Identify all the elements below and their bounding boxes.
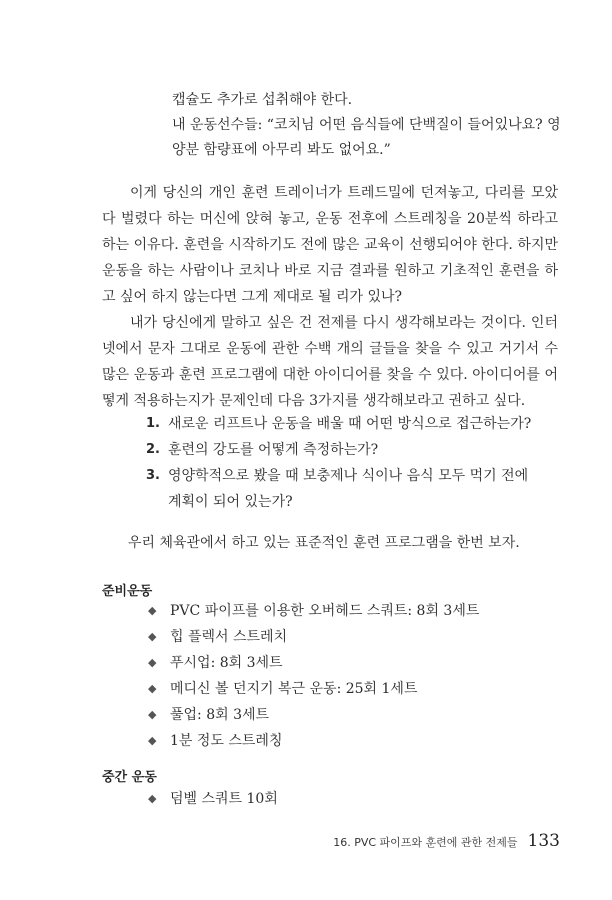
list-item-text: 풀업: 8회 3세트: [170, 707, 270, 723]
page-footer: [333, 831, 560, 851]
list-item-text: PVC 파이프를 이용한 오버헤드 스쿼트: 8회 3세트: [170, 603, 480, 619]
diamond-bullet-icon: ◆: [148, 604, 157, 617]
body-paragraphs: [102, 180, 558, 414]
diamond-bullet-icon: ◆: [148, 682, 157, 695]
diamond-bullet-icon: ◆: [148, 734, 157, 747]
list-item: [148, 702, 548, 728]
closing-sentence: 우리 체육관에서 하고 있는 표준적인 훈련 프로그램을 한번 보자.: [128, 535, 520, 551]
diamond-bullet-icon: ◆: [148, 792, 157, 805]
diamond-bullet-icon: ◆: [148, 656, 157, 669]
numbered-list: [146, 411, 536, 515]
list-item-text: 덤벨 스쿼트 10회: [170, 791, 278, 807]
paragraph-1: 이게 당신의 개인 훈련 트레이너가 트레드밀에 던져놓고, 다리를 모았다 벌렸다 하는 머신에 앉혀 놓고, 운동 전후에 스트레칭을 20분씩 하라고 하는 이유다. 훈련을 시작하기도 전에 많은 교육이 선행되어야 한다. 하지만 운동을 하는 사람이나 코치나 바로 지금 결과를 원하고 기초적인 훈련을 하고 싶어 하지 않는다면 그게 제대로 될 리가 있나?: [102, 185, 558, 305]
list-item-text: 메디신 볼 던지기 복근 운동: 25회 1세트: [170, 681, 418, 697]
list-item-text: 1분 정도 스트레칭: [170, 733, 283, 749]
numbered-item: [146, 411, 536, 437]
warmup-list: [148, 598, 548, 754]
diamond-bullet-icon: ◆: [148, 708, 157, 721]
list-item-text: 힙 플렉서 스트레치: [170, 629, 288, 645]
item-number: 3.: [146, 468, 160, 483]
item-text: 훈련의 강도를 어떻게 측정하는가?: [168, 442, 379, 458]
quote-line-1: 캡슐도 추가로 섭취해야 한다.: [172, 92, 353, 108]
item-number: 1.: [146, 416, 160, 431]
item-text: 영양학적으로 봤을 때 보충제나 식이나 음식 모두 먹기 전에 계획이 되어 있는가?: [168, 468, 529, 510]
running-chapter-title: 16. PVC 파이프와 훈련에 관한 전제들: [333, 836, 518, 849]
warmup-heading: 준비운동: [102, 584, 153, 599]
list-item: [148, 728, 548, 754]
item-text: 새로운 리프트나 운동을 배울 때 어떤 방식으로 접근하는가?: [168, 416, 532, 432]
item-number: 2.: [146, 442, 160, 457]
page-number: 133: [527, 831, 560, 851]
quote-line-3: 양분 함량표에 아무리 봐도 없어요.”: [172, 142, 391, 158]
list-item: [148, 598, 548, 624]
numbered-item: [146, 437, 536, 463]
middle-heading: 중간 운동: [102, 770, 157, 785]
list-item-text: 푸시업: 8회 3세트: [170, 655, 283, 671]
list-item: [148, 650, 548, 676]
paragraph-2: 내가 당신에게 말하고 싶은 건 전제를 다시 생각해보라는 것이다. 인터넷에서 문자 그대로 운동에 관한 수백 개의 글들을 찾을 수 있고 거기서 수많은 운동과 훈련 프로그램에 대한 아이디어를 찾을 수 있다. 아이디어를 어떻게 적용하는지가 문제인데 다음 3가지를 생각해보라고 권하고 싶다.: [102, 315, 558, 409]
numbered-item: [146, 463, 536, 515]
quote-line-2: 내 운동선수들: “코치님 어떤 음식들에 단백질이 들어있나요? 영: [172, 117, 561, 133]
list-item: [148, 624, 548, 650]
middle-list: [148, 786, 548, 812]
quote-block: [172, 88, 572, 163]
list-item: [148, 676, 548, 702]
list-item: [148, 786, 548, 812]
diamond-bullet-icon: ◆: [148, 630, 157, 643]
